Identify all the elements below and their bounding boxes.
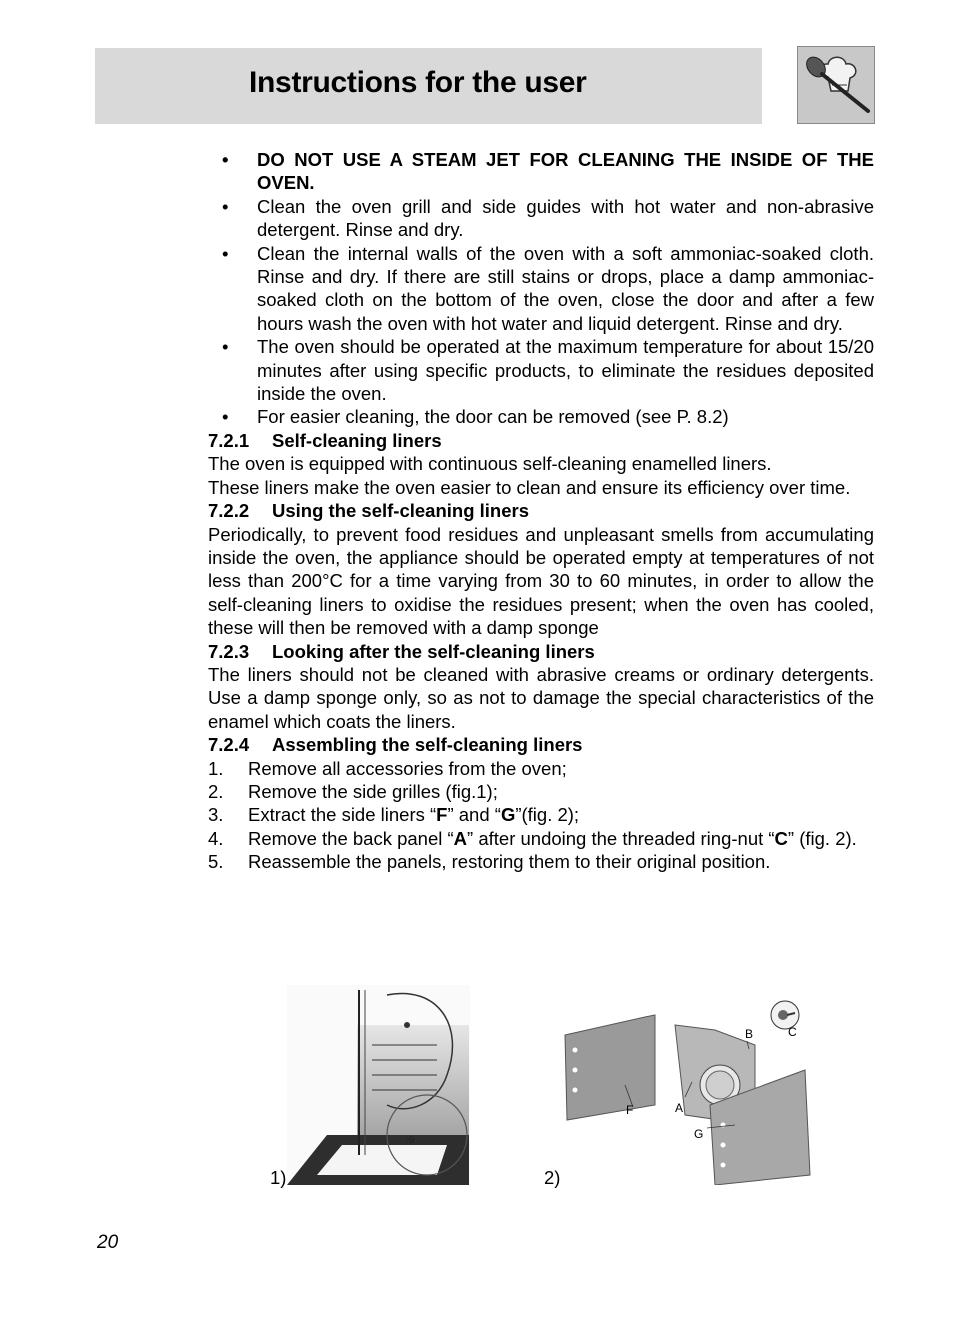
bullet-dot: • [222,406,229,428]
figure-1-label: 1) [270,1167,287,1188]
figure-label-c: C [788,1025,797,1039]
spoon-and-chef-hat-icon [798,47,874,123]
step-number: 2. [208,780,224,802]
figures [200,985,880,1190]
figure-2-liners [555,985,815,1185]
bullet-item [208,148,874,195]
numbered-step [208,850,874,873]
step-number: 3. [208,804,224,826]
paragraph: These liners make the oven easier to clean and ensure its efficiency over time. [208,476,851,498]
bullet-dot: • [222,195,229,217]
page-number: 20 [97,1232,119,1253]
page-title: Instructions for the user [249,66,587,99]
figure-label-f: F [626,1103,634,1117]
paragraph: The liners should not be cleaned with abrasive creams or ordinary detergents. Use a damp sponge only, so as not to damage the special characteristics of the enamel which coats the liners. [208,663,874,732]
section-title: Looking after the self-cleaning liners [272,640,595,662]
bullet-text: For easier cleaning, the door can be removed (see P. 8.2) [257,406,729,428]
figure-label-a: A [675,1101,684,1115]
figure-2-label: 2) [544,1167,561,1188]
main-content [208,148,874,874]
bullet-text: Clean the oven grill and side guides with hot water and non-abrasive detergent. Rinse and dry. [257,195,874,241]
logo [797,46,875,124]
bullet-item [208,242,874,336]
section-title: Assembling the self-cleaning liners [272,734,583,756]
step-number: 1. [208,757,224,779]
bullet-text: The oven should be operated at the maximum temperature for about 15/20 minutes after using specific products, to eliminate the residues deposited inside the oven. [257,336,874,405]
section-heading-7-2-4 [208,733,874,756]
section-heading-7-2-1 [208,429,874,452]
section-number: 7.2.1 [208,429,250,451]
paragraph: The oven is equipped with continuous self-cleaning enamelled liners. [208,453,772,475]
bullet-dot: • [222,242,229,264]
section-number: 7.2.2 [208,500,250,522]
step-number: 4. [208,827,224,849]
step-text: Reassemble the panels, restoring them to their original position. [248,851,771,873]
bullet-item [208,335,874,405]
numbered-step [208,757,874,780]
bullet-text: DO NOT USE A STEAM JET FOR CLEANING THE INSIDE OF THE OVEN. [257,149,874,194]
bullet-dot: • [222,336,229,358]
bullet-dot: • [222,149,229,170]
step-text: Remove the back panel “A” after undoing the threaded ring-nut “C” (fig. 2). [248,827,857,849]
step-text: Remove all accessories from the oven; [248,757,567,779]
step-text: Remove the side grilles (fig.1); [248,780,498,802]
bullet-item [208,405,874,428]
figure-label-b: B [745,1027,754,1041]
numbered-step [208,803,874,826]
svg-text::9: :9 [405,1135,415,1146]
step-number: 5. [208,851,224,873]
figure-1-oven-side-grille [287,985,470,1185]
section-number: 7.2.3 [208,640,250,662]
bullet-text: Clean the internal walls of the oven with a soft ammoniac-soaked cloth. Rinse and dry. If there are still stains or drops, place a damp ammoniac-soaked cloth on the bottom of the oven, close the door and after a few hours wash the oven with hot water and liquid detergent. Rinse and dry. [257,242,874,334]
figure-label-g: G [694,1127,704,1141]
section-title: Using the self-cleaning liners [272,500,530,522]
numbered-step [208,827,874,850]
numbered-step [208,780,874,803]
bullet-item [208,195,874,242]
section-number: 7.2.4 [208,734,250,756]
section-heading-7-2-2 [208,499,874,522]
step-text: Extract the side liners “F” and “G”(fig. 2); [248,804,580,826]
paragraph: Periodically, to prevent food residues and unpleasant smells from accumulating inside the oven, the appliance should be operated empty at temperatures of not less than 200°C for a time varying from 30 to 60 minutes, in order to allow the self-cleaning liners to oxidise the residues present; when the oven has cooled, these will then be removed with a damp sponge [208,523,874,639]
section-heading-7-2-3 [208,640,874,663]
section-title: Self-cleaning liners [272,429,442,451]
